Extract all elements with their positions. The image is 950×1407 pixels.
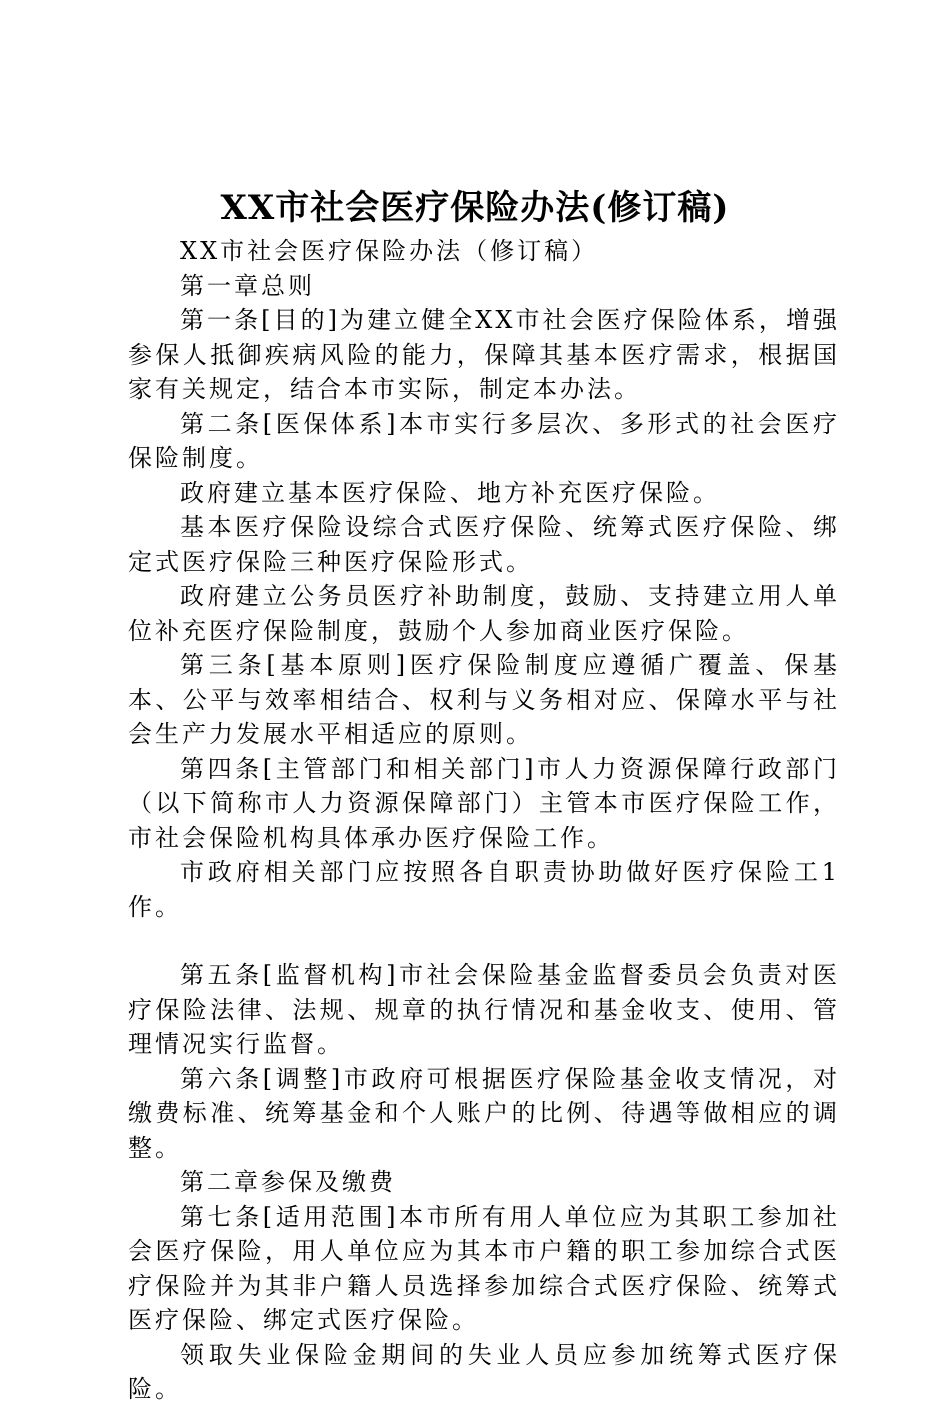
paragraph-chapter-2-heading: 第二章参保及缴费: [180, 1168, 396, 1196]
paragraph-article-7: 第七条[适用范围]本市所有用人单位应为其职工参加社会医疗保险，用人单位应为其本市户籍的职工参加综合式医疗保险并为其非户籍人员选择参加综合式医疗保险、统筹式医疗保险、绑定式医疗保险。: [128, 1202, 840, 1334]
paragraph-subtitle: XX市社会医疗保险办法（修订稿）: [180, 237, 599, 265]
paragraph-article-6: 第六条[调整]市政府可根据医疗保险基金收支情况，对缴费标准、统筹基金和个人账户的比例、待遇等做相应的调整。: [128, 1064, 840, 1162]
paragraph-article-1: 第一条[目的]为建立健全XX市社会医疗保险体系，增强参保人抵御疾病风险的能力，保障其基本医疗需求，根据国家有关规定，结合本市实际，制定本办法。: [128, 306, 840, 403]
paragraph-article-7-part-2: 领取失业保险金期间的失业人员应参加统筹式医疗保险。: [128, 1340, 840, 1403]
paragraph-article-2: 第二条[医保体系]本市实行多层次、多形式的社会医疗保险制度。: [128, 409, 840, 472]
paragraph-article-2-part-2: 政府建立基本医疗保险、地方补充医疗保险。: [180, 478, 720, 507]
paragraph-article-4: 第四条[主管部门和相关部门]市人力资源保障行政部门（以下简称市人力资源保障部门）主管本市医疗保险工作，市社会保险机构具体承办医疗保险工作。: [128, 754, 840, 852]
paragraph-chapter-1-heading: 第一章总则: [180, 271, 315, 300]
document-title: XX市社会医疗保险办法(修订稿): [220, 188, 730, 228]
paragraph-article-4-part-2: 市政府相关部门应按照各自职责协助做好医疗保险工1作。: [128, 858, 840, 921]
paragraph-article-2-part-4: 政府建立公务员医疗补助制度，鼓励、支持建立用人单位补充医疗保险制度，鼓励个人参加商业医疗保险。: [128, 582, 840, 645]
paragraph-article-2-part-3: 基本医疗保险设综合式医疗保险、统筹式医疗保险、绑定式医疗保险三种医疗保险形式。: [128, 513, 840, 576]
paragraph-article-5: 第五条[监督机构]市社会保险基金监督委员会负责对医疗保险法律、法规、规章的执行情况和基金收支、使用、管理情况实行监督。: [128, 961, 840, 1058]
document-body: [128, 234, 840, 1407]
paragraph-article-3: 第三条[基本原则]医疗保险制度应遵循广覆盖、保基本、公平与效率相结合、权利与义务相对应、保障水平与社会生产力发展水平相适应的原则。: [128, 651, 840, 748]
